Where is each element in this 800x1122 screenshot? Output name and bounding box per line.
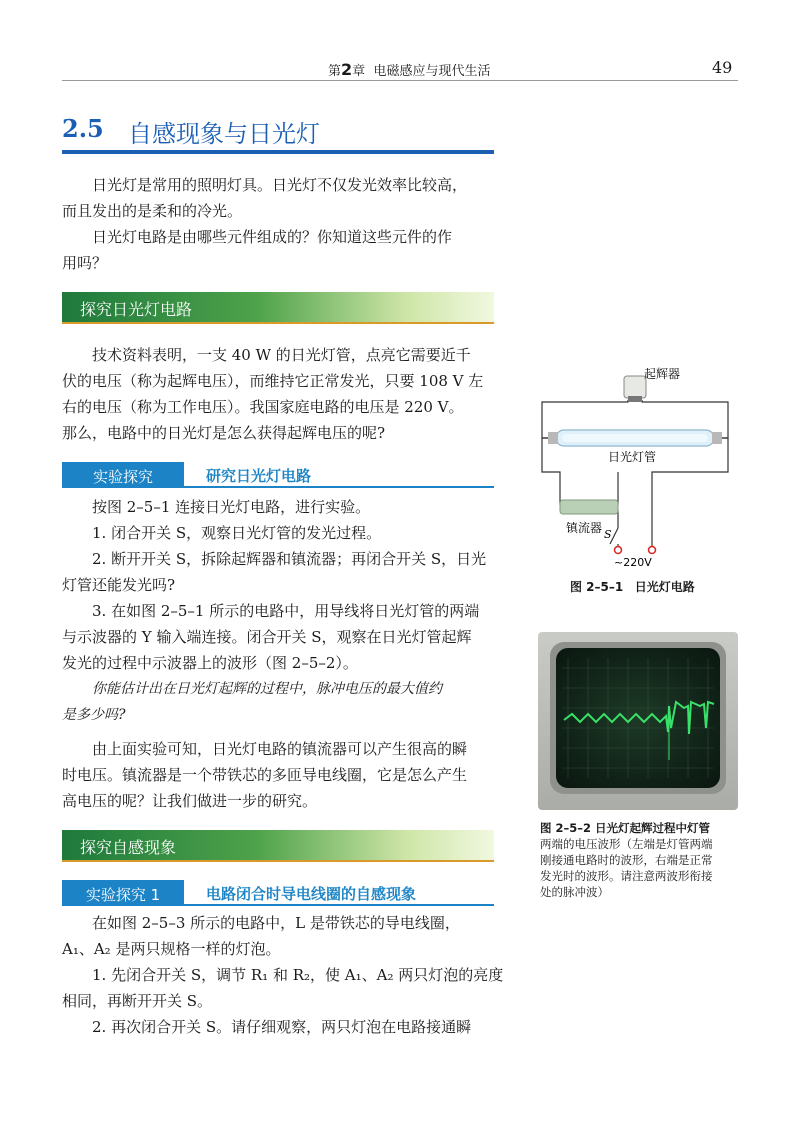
experiment-steps xyxy=(62,494,494,676)
caption-line: 刚接通电路时的波形，右端是正常 xyxy=(540,853,713,867)
question-line: 是多少吗? xyxy=(62,707,126,723)
caption-text: 日光灯电路 xyxy=(634,580,695,594)
caption-line: 两端的电压波形（左端是灯管两端 xyxy=(540,837,713,851)
caption-line: 图 2–5–2 日光灯起辉过程中灯管 xyxy=(540,821,711,835)
label-switch: S xyxy=(604,528,612,541)
step-line: 发光的过程中示波器上的波形（图 2–5–2）。 xyxy=(62,654,358,672)
chapter-number: 2 xyxy=(341,60,353,79)
intro-line: 而且发出的是柔和的冷光。 xyxy=(62,202,243,220)
section-rule xyxy=(62,150,494,154)
chapter-suffix: 章 xyxy=(352,64,366,79)
step-line: 相同，再断开开关 S。 xyxy=(62,992,213,1010)
step-line: 1. 闭合开关 S，观察日光灯管的发光过程。 xyxy=(92,524,382,542)
section-title: 自感现象与日光灯 xyxy=(128,120,320,148)
experiment-tag-label: 实验探究 1 xyxy=(85,886,161,904)
caption-line: 处的脉冲波） xyxy=(540,885,609,899)
experiment-title: 研究日光灯电路 xyxy=(206,467,312,485)
label-starter: 起辉器 xyxy=(644,367,681,381)
experiment-title: 电路闭合时导电线圈的自感现象 xyxy=(206,885,417,903)
step-line: 3. 在如图 2–5–1 所示的电路中，用导线将日光灯管的两端 xyxy=(92,602,480,620)
intro-line: 日光灯是常用的照明灯具。日光灯不仅发光效率比较高， xyxy=(92,176,468,194)
paragraph-line: 高电压的呢？让我们做进一步的研究。 xyxy=(62,792,318,810)
header-divider xyxy=(62,80,738,81)
intro-line: 用吗？ xyxy=(62,254,108,272)
intro-line: 日光灯电路是由哪些元件组成的？你知道这些元件的作 xyxy=(92,228,453,246)
fluorescent-intro-text xyxy=(62,342,494,446)
terminal-icon xyxy=(615,547,622,554)
figure-caption-2 xyxy=(540,820,740,900)
step-line: 2. 再次闭合开关 S。请仔细观察，两只灯泡在电路接通瞬 xyxy=(92,1018,472,1036)
label-tube: 日光灯管 xyxy=(608,450,657,464)
intro-text xyxy=(62,172,494,276)
figure-caption xyxy=(570,578,695,595)
question-line: 你能估计出在日光灯起辉的过程中，脉冲电压的最大值约 xyxy=(92,681,442,697)
step-line: 与示波器的 Y 输入端连接。闭合开关 S，观察在日光灯管起辉 xyxy=(62,628,472,646)
experiment-steps xyxy=(62,910,504,1040)
starter-icon xyxy=(624,376,646,398)
label-voltage: ~220V xyxy=(614,556,652,569)
experiment-tag xyxy=(62,462,184,488)
topic-band-self-induction xyxy=(62,830,494,862)
band-title: 探究自感现象 xyxy=(80,838,177,857)
step-line: 灯管还能发光吗? xyxy=(62,576,176,594)
paragraph-line: 伏的电压（称为起辉电压），而维持它正常发光，只要 108 V 左 xyxy=(62,372,484,390)
step-line: 2. 断开开关 S，拆除起辉器和镇流器；再闭合开关 S，日光 xyxy=(92,550,487,568)
page-number: 49 xyxy=(712,58,733,77)
running-header xyxy=(328,60,490,79)
experiment-tag-label: 实验探究 xyxy=(92,468,153,486)
paragraph-line: 时电压。镇流器是一个带铁芯的多匝导电线圈，它是怎么产生 xyxy=(62,766,468,784)
section-number: 2.5 xyxy=(62,114,104,143)
experiment-tag xyxy=(62,880,184,906)
paragraph-line: 右的电压（称为工作电压）。我国家庭电路的电压是 220 V。 xyxy=(62,398,464,416)
paragraph-line: 由上面实验可知，日光灯电路的镇流器可以产生很高的瞬 xyxy=(92,740,468,758)
step-line: 按图 2–5–1 连接日光灯电路，进行实验。 xyxy=(92,498,371,516)
topic-band-fluorescent xyxy=(62,292,494,324)
chapter-prefix: 第 xyxy=(328,64,342,79)
experiment-question xyxy=(62,676,494,728)
paragraph-line: 那么，电路中的日光灯是怎么获得起辉电压的呢? xyxy=(62,424,386,442)
ballast-icon xyxy=(560,500,618,514)
caption-line: 发光时的波形。请注意两波形衔接 xyxy=(540,869,713,883)
experiment-title-bar xyxy=(184,880,494,906)
terminal-icon xyxy=(649,547,656,554)
chapter-title: 电磁感应与现代生活 xyxy=(373,64,491,79)
step-line: 在如图 2–5–3 所示的电路中，L 是带铁芯的导电线圈， xyxy=(92,914,460,932)
experiment-title-bar xyxy=(184,462,494,488)
paragraph-line: 技术资料表明，一支 40 W 的日光灯管，点亮它需要近千 xyxy=(92,346,471,364)
step-line: 1. 先闭合开关 S，调节 R₁ 和 R₂，使 A₁、A₂ 两只灯泡的亮度 xyxy=(92,966,504,984)
band-title: 探究日光灯电路 xyxy=(80,300,193,319)
step-line: A₁、A₂ 是两只规格一样的灯泡。 xyxy=(62,940,281,958)
fluorescent-circuit-diagram xyxy=(530,360,740,600)
oscilloscope-photo xyxy=(538,632,738,810)
caption-number: 图 2–5–1 xyxy=(570,580,624,594)
label-ballast: 镇流器 xyxy=(566,521,603,535)
conclusion-text xyxy=(62,736,494,814)
